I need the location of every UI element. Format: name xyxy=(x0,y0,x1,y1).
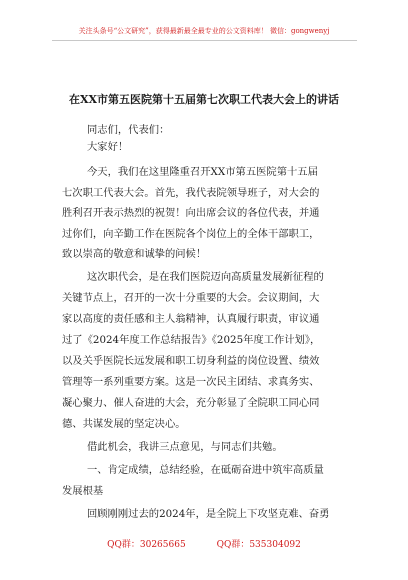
paragraph-line: 关键节点上，召开的一次十分重要的大会。会议期间，大 xyxy=(62,292,320,304)
paragraph-line: 以及关乎医院长远发展和职工切身利益的岗位设置、绩效 xyxy=(62,355,320,367)
header-promo-note: 关注头条号“公文研究”，获得最新最全最专业的公文资料库！ 微信：gongwenyj xyxy=(78,27,330,35)
paragraph-line: 胜利召开表示热烈的祝贺！向出席会议的各位代表，并通 xyxy=(62,207,320,219)
paragraph-line: 凝心聚力、催人奋进的大会，充分彰显了全院职工同心同 xyxy=(62,397,320,409)
paragraph-line: 德、共谋发展的坚定决心。 xyxy=(62,418,186,430)
paragraph-line: 借此机会，我讲三点意见，与同志们共勉。 xyxy=(87,441,283,453)
paragraph-line: 今天，我们在这里隆重召开XX市第五医院第十五届 xyxy=(87,166,318,178)
paragraph-line: 大家好！ xyxy=(87,141,129,153)
paragraph-line: 过了《2024年度工作总结报告》《2025年度工作计划》， xyxy=(62,334,321,346)
paragraph-line: 这次职代会，是在我们医院迈向高质量发展新征程的 xyxy=(87,271,324,283)
paragraph-line: 七次职工代表大会。首先，我代表院领导班子，对大会的 xyxy=(62,187,320,199)
footer-qq-group-2: QQ群：535304092 xyxy=(216,540,301,550)
header-divider xyxy=(52,40,357,41)
paragraph-line: 家以高度的责任感和主人翁精神，认真履行职责，审议通 xyxy=(62,313,320,325)
section-heading-line: 一、肯定成绩，总结经验，在砥砺奋进中筑牢高质量 xyxy=(87,464,324,476)
section-heading-line: 发展根基 xyxy=(62,485,104,497)
paragraph-line: 回顾刚刚过去的2024年，是全院上下攻坚克难、奋勇 xyxy=(87,508,330,520)
footer-contact xyxy=(0,539,408,551)
document-title: 在XX市第五医院第十五届第七次职工代表大会上的讲话 xyxy=(68,93,340,106)
paragraph-line: 同志们，代表们： xyxy=(87,124,170,136)
footer-qq-group-1: QQ群：30265665 xyxy=(107,540,186,550)
paragraph-line: 管理等一系列重要方案。这是一次民主团结、求真务实、 xyxy=(62,376,320,388)
paragraph-line: 致以崇高的敬意和诚挚的问候！ xyxy=(62,248,207,260)
paragraph-line: 过你们，向辛勤工作在医院各个岗位上的全体干部职工， xyxy=(62,228,320,240)
